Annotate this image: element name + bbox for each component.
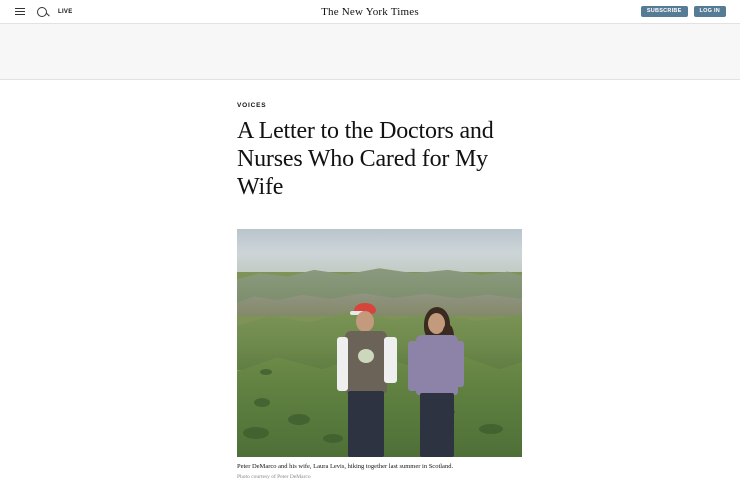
- photo-man-head: [356, 311, 374, 332]
- photo-shrub: [260, 369, 272, 375]
- article-header-block: [237, 102, 522, 201]
- photo-man-right-sleeve: [384, 337, 397, 383]
- photo-person-woman: [408, 307, 478, 457]
- article-photo: [237, 229, 522, 457]
- article-body: [0, 80, 740, 480]
- photo-woman-pants: [420, 393, 454, 457]
- header-left-controls: [14, 6, 73, 18]
- photo-shrub: [254, 398, 270, 407]
- subscribe-button[interactable]: SUBSCRIBE: [641, 6, 688, 18]
- nyt-masthead-logo[interactable]: The New York Times: [321, 5, 419, 18]
- hamburger-icon[interactable]: [14, 6, 26, 18]
- masthead-container: [0, 0, 740, 23]
- header-right-controls: [641, 6, 726, 18]
- photo-shrub: [243, 427, 269, 439]
- photo-man-left-sleeve: [337, 337, 348, 391]
- photo-woman-left-sleeve: [408, 341, 420, 391]
- page-title: A Letter to the Doctors and Nurses Who Cared for My Wife: [237, 118, 494, 200]
- photo-man-pants: [348, 391, 384, 457]
- site-header: [0, 0, 740, 24]
- photo-credit: Photo courtesy of Peter DeMarco: [237, 474, 311, 480]
- search-icon[interactable]: [36, 6, 48, 18]
- header-grey-band: [0, 24, 740, 80]
- article-figure: [237, 229, 522, 480]
- photo-sky: [237, 229, 522, 272]
- live-link[interactable]: LIVE: [58, 8, 73, 15]
- photo-shirt-graphic: [358, 349, 374, 363]
- photo-woman-right-sleeve: [452, 341, 464, 387]
- login-button[interactable]: LOG IN: [694, 6, 726, 18]
- article-kicker[interactable]: VOICES: [237, 102, 267, 109]
- photo-person-man: [334, 297, 398, 457]
- photo-caption: Peter DeMarco and his wife, Laura Levis, hiking together last summer in Scotland.: [237, 463, 454, 470]
